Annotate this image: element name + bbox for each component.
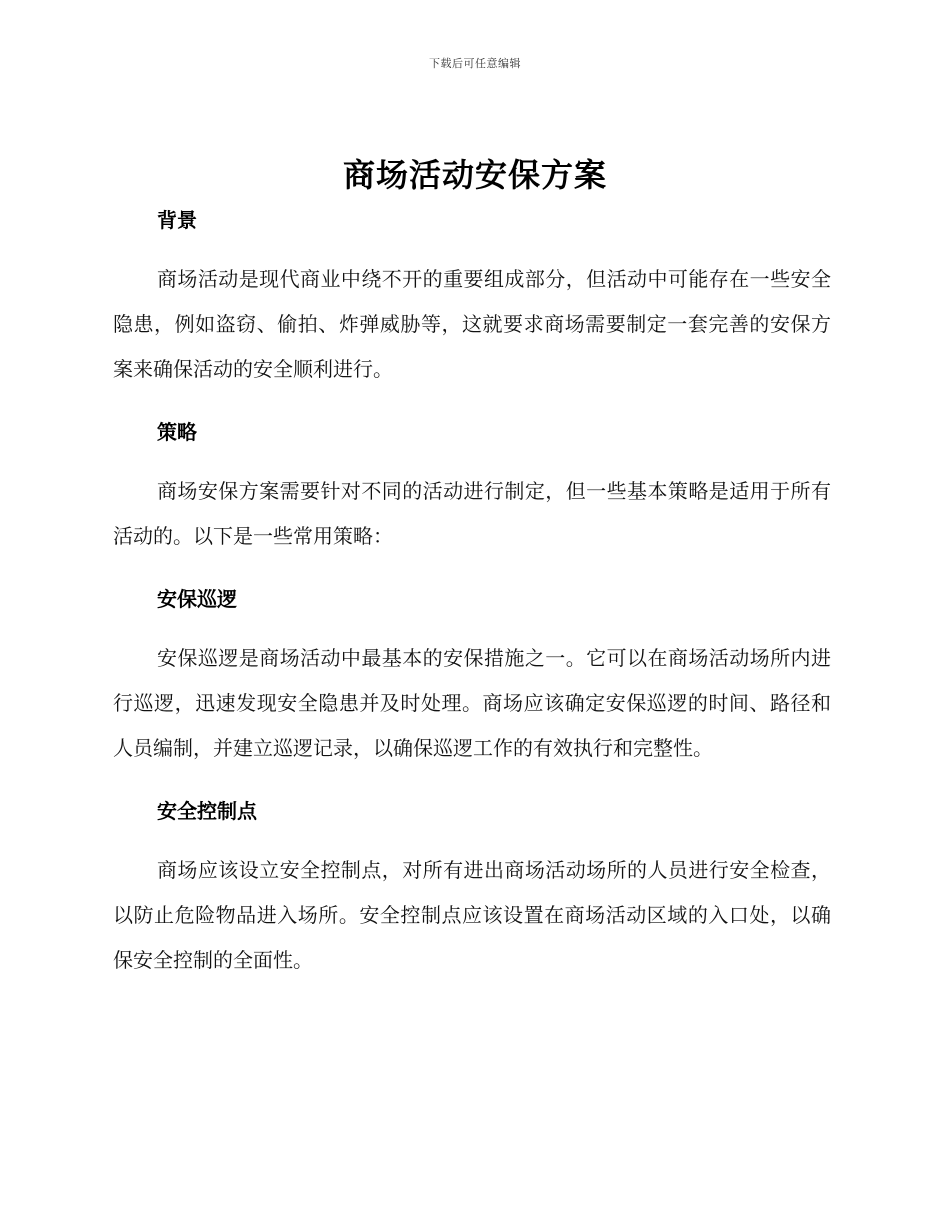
section-paragraph: 商场应该设立安全控制点，对所有进出商场活动场所的人员进行安全检查，以防止危险物品进入场所。安全控制点应该设置在商场活动区域的入口处，以确保安全控制的全面性。 — [113, 858, 831, 972]
section-paragraph: 商场活动是现代商业中绕不开的重要组成部分，但活动中可能存在一些安全隐患，例如盗窃、偷拍、炸弹威胁等，这就要求商场需要制定一套完善的安保方案来确保活动的安全顺利进行。 — [113, 267, 831, 381]
section-heading: 策略 — [157, 420, 197, 444]
header-note: 下载后可任意编辑 — [429, 57, 521, 70]
section-heading: 安全控制点 — [157, 799, 257, 823]
section-strategy — [113, 412, 831, 559]
section-patrol — [113, 579, 831, 771]
section-background — [113, 200, 831, 392]
document-title: 商场活动安保方案 — [342, 156, 607, 194]
section-paragraph: 安保巡逻是商场活动中最基本的安保措施之一。它可以在商场活动场所内进行巡逻，迅速发现安全隐患并及时处理。商场应该确定安保巡逻的时间、路径和人员编制，并建立巡逻记录，以确保巡逻工作的有效执行和完整性。 — [113, 646, 831, 760]
section-heading: 安保巡逻 — [157, 587, 237, 611]
section-checkpoint — [113, 791, 831, 983]
document-body — [113, 200, 831, 1003]
section-paragraph: 商场安保方案需要针对不同的活动进行制定，但一些基本策略是适用于所有活动的。以下是一些常用策略： — [113, 479, 831, 548]
section-heading: 背景 — [157, 208, 197, 232]
